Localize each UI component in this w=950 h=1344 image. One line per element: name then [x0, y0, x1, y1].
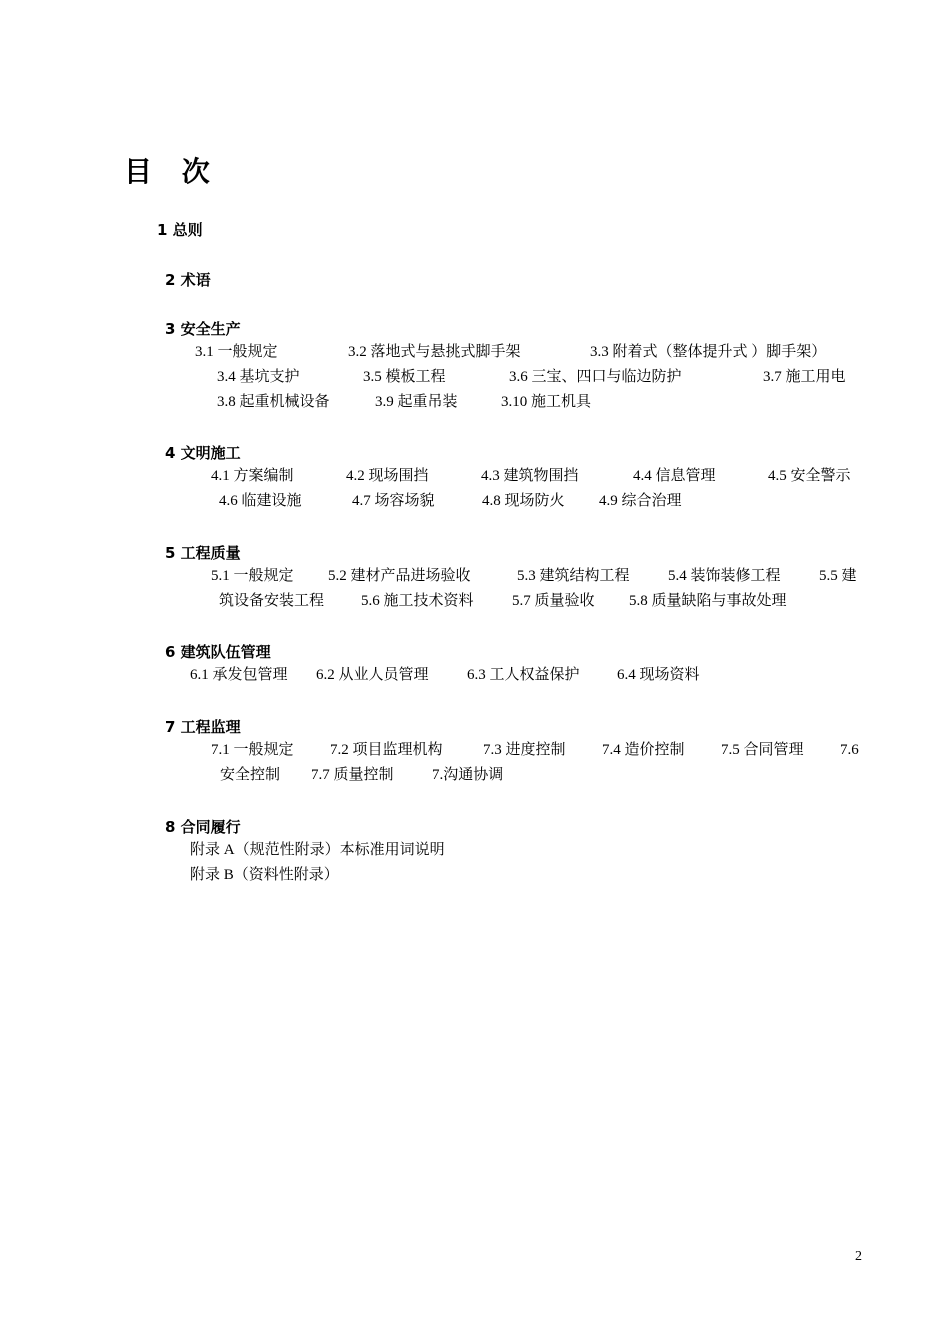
- toc-entry: 7.沟通协调: [432, 767, 504, 783]
- toc-entry: 6.3 工人权益保护: [467, 667, 580, 683]
- toc-entry: 7.5 合同管理: [721, 742, 804, 758]
- toc-entry: 4.7 场容场貌: [352, 493, 435, 509]
- toc-entry: 7.6: [840, 742, 859, 758]
- toc-entry: 4.1 方案编制: [211, 468, 294, 484]
- toc-entry: 6.1 承发包管理: [190, 667, 288, 683]
- toc-line: [190, 664, 700, 686]
- toc-entry: 筑设备安装工程: [219, 593, 325, 609]
- toc-entry: 3.6 三宝、四口与临边防护: [509, 369, 682, 385]
- toc-entry: 5.3 建筑结构工程: [517, 568, 630, 584]
- toc-entry: 3.7 施工用电: [763, 369, 846, 385]
- toc-entry: 5.8 质量缺陷与事故处理: [629, 593, 787, 609]
- toc-entry: 5.1 一般规定: [211, 568, 294, 584]
- toc-entry: 4.5 安全警示: [768, 468, 851, 484]
- section-heading: 8 合同履行: [165, 818, 241, 836]
- toc-line: [219, 590, 787, 612]
- toc-entry: 7.2 项目监理机构: [330, 742, 443, 758]
- section-heading: 3 安全生产: [165, 320, 241, 338]
- toc-entry: 7.4 造价控制: [602, 742, 685, 758]
- toc-line: [211, 565, 857, 587]
- toc-entry: 6.4 现场资料: [617, 667, 700, 683]
- toc-line: [195, 341, 827, 363]
- toc-entry: 4.2 现场围挡: [346, 468, 429, 484]
- toc-entry: 5.7 质量验收: [512, 593, 595, 609]
- toc-line: [217, 366, 846, 388]
- toc-entry: 6.2 从业人员管理: [316, 667, 429, 683]
- toc-entry: 4.3 建筑物围挡: [481, 468, 579, 484]
- toc-entry: 3.10 施工机具: [501, 394, 592, 410]
- section-heading: 6 建筑队伍管理: [165, 643, 271, 661]
- appendix-entry: 附录 A（规范性附录）本标准用词说明: [190, 842, 445, 858]
- toc-entry: 7.1 一般规定: [211, 742, 294, 758]
- section-heading: 5 工程质量: [165, 544, 241, 562]
- section-heading: 2 术语: [165, 271, 211, 289]
- toc-entry: 3.2 落地式与悬挑式脚手架: [348, 344, 521, 360]
- toc-entry: 5.5 建: [819, 568, 857, 584]
- toc-entry: 3.3 附着式（整体提升式 ）脚手架）: [590, 344, 827, 360]
- toc-line: [211, 465, 851, 487]
- toc-entry: 5.2 建材产品进场验收: [328, 568, 471, 584]
- toc-line: [220, 764, 504, 786]
- toc-line: [211, 739, 859, 761]
- toc-entry: 7.3 进度控制: [483, 742, 566, 758]
- toc-entry: 7.7 质量控制: [311, 767, 394, 783]
- toc-entry: 4.9 综合治理: [599, 493, 682, 509]
- section-heading: 1 总则: [157, 221, 203, 239]
- toc-entry: 3.1 一般规定: [195, 344, 278, 360]
- toc-entry: 4.6 临建设施: [219, 493, 302, 509]
- toc-entry: 3.4 基坑支护: [217, 369, 300, 385]
- appendix-entry: 附录 B（资料性附录）: [190, 867, 339, 883]
- section-heading: 7 工程监理: [165, 718, 241, 736]
- toc-line: [219, 490, 682, 512]
- section-heading: 4 文明施工: [165, 444, 241, 462]
- toc-line: [217, 391, 592, 413]
- toc-entry: 3.5 模板工程: [363, 369, 446, 385]
- toc-entry: 5.4 装饰装修工程: [668, 568, 781, 584]
- toc-entry: 4.4 信息管理: [633, 468, 716, 484]
- toc-entry: 3.9 起重吊装: [375, 394, 458, 410]
- page-number: 2: [855, 1249, 862, 1264]
- page-title: 目 次: [124, 155, 220, 188]
- toc-entry: 3.8 起重机械设备: [217, 394, 330, 410]
- toc-entry: 4.8 现场防火: [482, 493, 565, 509]
- toc-entry: 5.6 施工技术资料: [361, 593, 474, 609]
- toc-entry: 安全控制: [220, 767, 281, 783]
